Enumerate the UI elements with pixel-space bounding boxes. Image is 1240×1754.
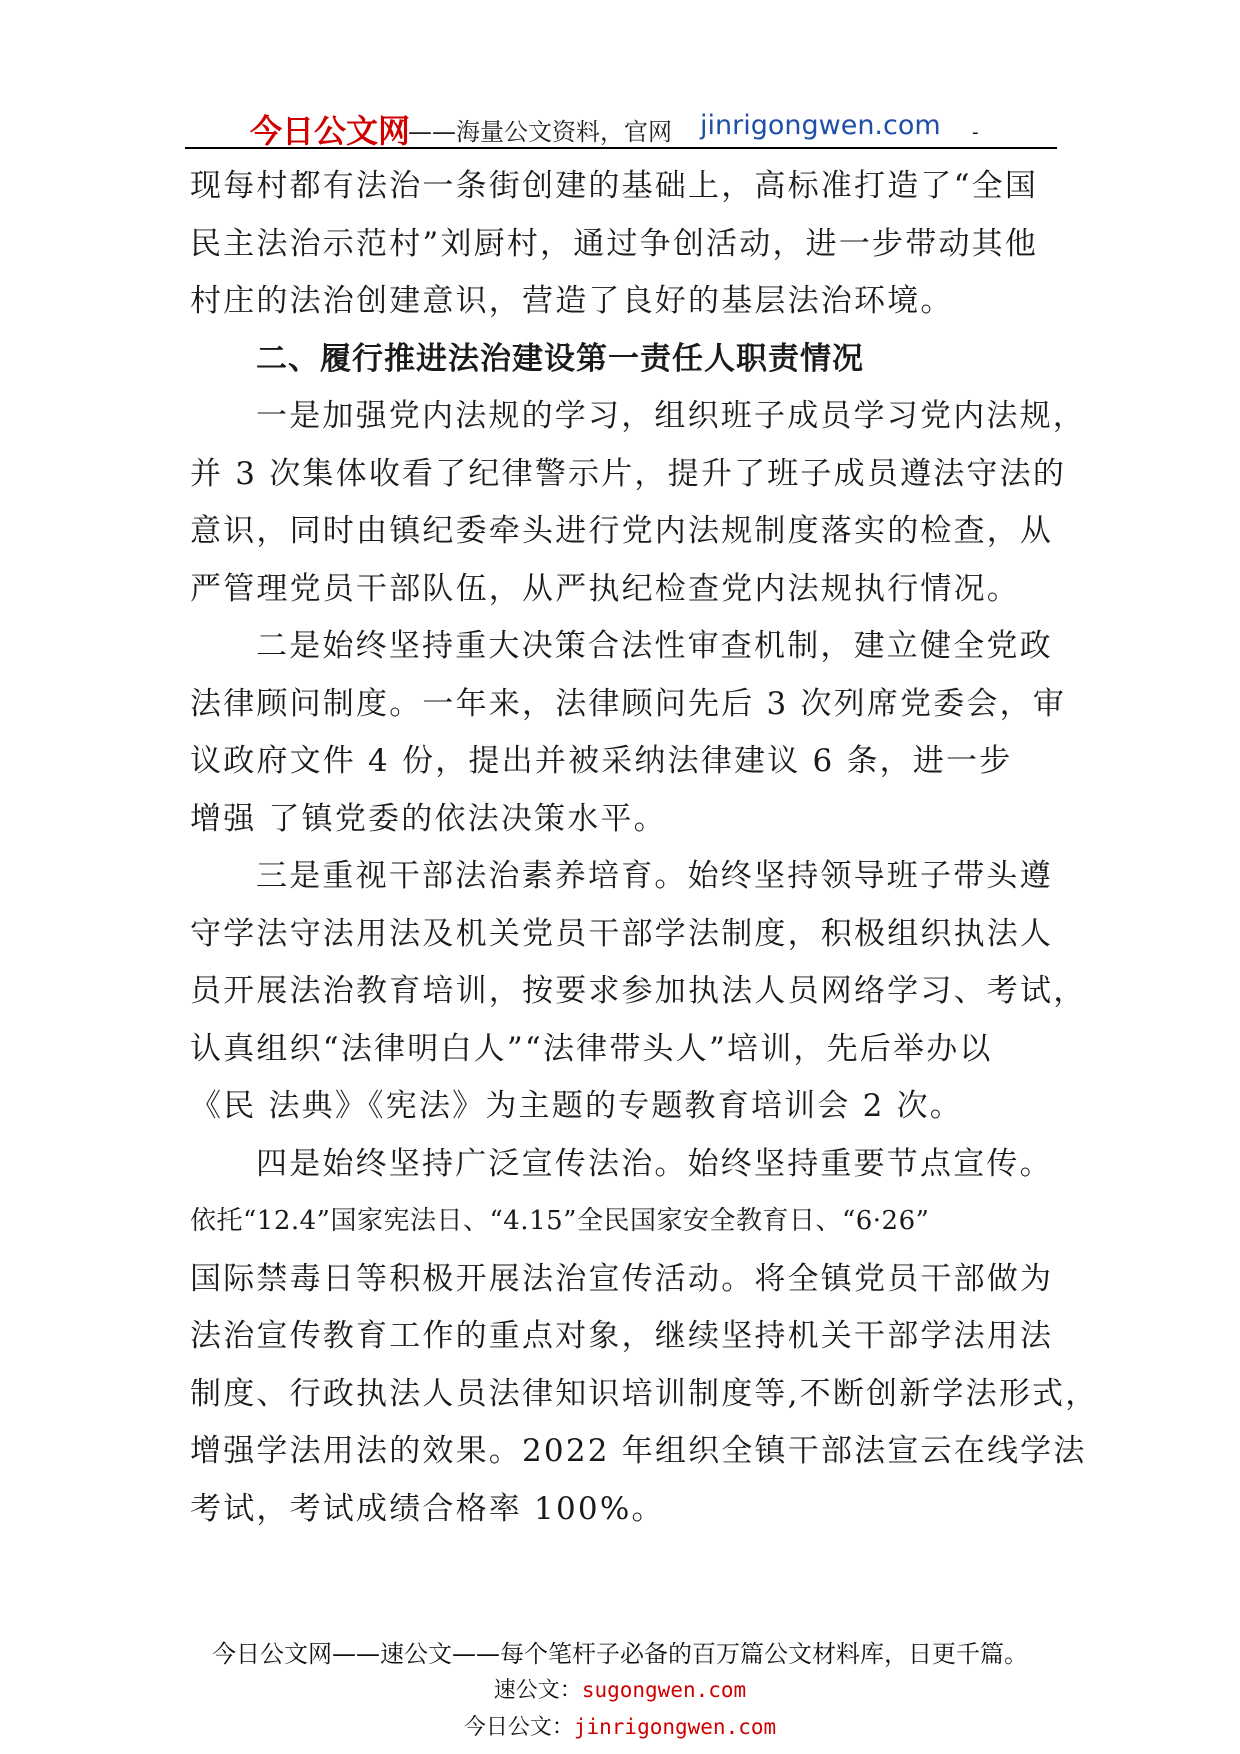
body-line: 守学法守法用法及机关党员干部学法制度，积极组织执法人 xyxy=(190,915,1054,952)
footer-slogan: 今日公文网——速公文——每个笔杆子必备的百万篇公文材料库，日更千篇。 xyxy=(212,1640,1028,1668)
body-line: 依托“12.4”国家宪法日、“4.15”全民国家安全教育日、“6·26” xyxy=(190,1206,930,1236)
body-line: 国际禁毒日等积极开展法治宣传活动。将全镇党员干部做为 xyxy=(190,1260,1054,1297)
body-line: 严管理党员干部队伍，从严执纪检查党内法规执行情况。 xyxy=(190,570,1020,607)
header-site-link[interactable]: jinrigongwen.com xyxy=(700,110,941,141)
footer-jinrigongwen xyxy=(0,1709,1240,1746)
body-line: 议政府文件 4 份，提出并被采纳法律建议 6 条，进一步 xyxy=(190,743,1013,779)
body-line: 法治宣传教育工作的重点对象，继续坚持机关干部学法用法 xyxy=(190,1318,1054,1354)
body-line: 考试，考试成绩合格率 100%。 xyxy=(190,1490,665,1527)
body-line: 法律顾问制度。一年来，法律顾问先后 3 次列席党委会，审 xyxy=(190,685,1067,722)
body-line: 制度、行政执法人员法律知识培训制度等,不断创新学法形式， xyxy=(190,1375,1099,1412)
header-rule xyxy=(185,147,1057,149)
footer-sugongwen xyxy=(0,1672,1240,1709)
footer-sugongwen-link[interactable]: sugongwen.com xyxy=(581,1678,747,1702)
footer-sugongwen-label: 速公文： xyxy=(493,1678,582,1703)
body-line: 一是加强党内法规的学习，组织班子成员学习党内法规， xyxy=(256,398,1086,434)
page-header xyxy=(190,100,1060,150)
header-tagline: ——海量公文资料，官网 xyxy=(408,118,672,146)
body-line: 增强 了镇党委的依法决策水平。 xyxy=(190,800,667,837)
body-line: 四是始终坚持广泛宣传法治。始终坚持重要节点宣传。 xyxy=(256,1145,1053,1182)
page-footer xyxy=(0,1636,1240,1746)
body-line: 并 3 次集体收看了纪律警示片，提升了班子成员遵法守法的 xyxy=(190,455,1067,492)
body-line: 现每村都有法治一条街创建的基础上，高标准打造了“全国 xyxy=(190,168,1039,204)
document-body xyxy=(190,158,1099,1538)
body-line: 村庄的法治创建意识，营造了良好的基层法治环境。 xyxy=(190,283,954,319)
body-line: 民主法治示范村”刘厨村，通过争创活动，进一步带动其他 xyxy=(190,225,1039,262)
header-mark: - xyxy=(972,122,979,143)
body-line: 增强学法用法的效果。2022 年组织全镇干部法宣云在线学法 xyxy=(190,1433,1087,1469)
brand-name: 今日公文网 xyxy=(250,112,411,150)
footer-jinrigongwen-link[interactable]: jinrigongwen.com xyxy=(573,1715,777,1739)
body-line: 三是重视干部法治素养培育。始终坚持领导班子带头遵 xyxy=(256,858,1053,894)
section-heading: 二、履行推进法治建设第一责任人职责情况 xyxy=(256,340,864,377)
body-line: 意识，同时由镇纪委牵头进行党内法规制度落实的检查，从 xyxy=(190,513,1054,549)
body-line: 员开展法治教育培训，按要求参加执法人员网络学习、考试， xyxy=(190,973,1087,1009)
footer-jinrigongwen-label: 今日公文： xyxy=(463,1715,574,1740)
body-line: 二是始终坚持重大决策合法性审查机制，建立健全党政 xyxy=(256,628,1053,664)
body-line: 《民 法典》《宪法》为主题的专题教育培训会 2 次。 xyxy=(190,1088,963,1124)
body-line: 认真组织“法律明白人”“法律带头人”培训，先后举办以 xyxy=(190,1030,993,1067)
